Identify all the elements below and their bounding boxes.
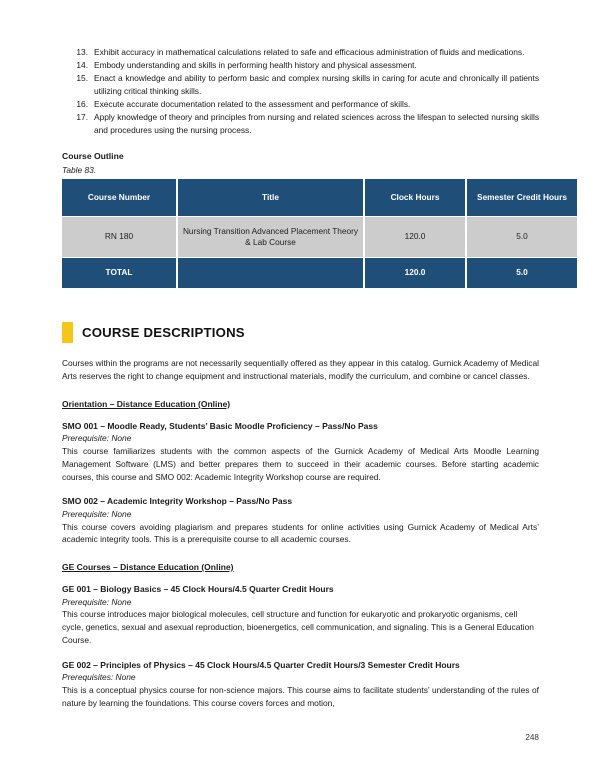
course-title: SMO 002 – Academic Integrity Workshop – Pass/No Pass bbox=[62, 496, 293, 507]
table-header bbox=[62, 179, 577, 217]
table-header-row bbox=[62, 179, 577, 217]
learning-outcomes-list bbox=[62, 46, 539, 136]
course-block-ge-001 bbox=[62, 583, 539, 647]
list-item: Execute accurate documentation related to the assessment and performance of skills. bbox=[94, 98, 411, 109]
table-total-row bbox=[62, 258, 577, 288]
course-block-ge-002 bbox=[62, 659, 539, 710]
group-heading-ge-courses: GE Courses – Distance Education (Online) bbox=[62, 562, 234, 573]
list-item: Embody understanding and skills in performing health history and physical assessment. bbox=[94, 60, 417, 71]
list-item: Enact a knowledge and ability to perform basic and complex nursing skills in caring for acute and chronically ill patients utilizing critical thinking skills. bbox=[94, 73, 539, 96]
page-content bbox=[62, 46, 567, 709]
cell-total-label: TOTAL bbox=[62, 258, 178, 288]
accent-bar-icon bbox=[62, 322, 73, 343]
course-description: This course familiarizes students with the common aspects of the Gurnick Academy of Medical Arts Moodle Learning Management Software (LMS) and better prepares them to succeed in their academic courses. Before starting academic courses, this course and SMO 002: Academic Integrity Workshop course are required. bbox=[62, 445, 539, 482]
column-header-semester-credit-hours: Semester Credit Hours bbox=[467, 179, 577, 217]
course-prerequisite: Prerequisite: None bbox=[62, 596, 132, 607]
course-title: GE 002 – Principles of Physics – 45 Clock Hours/4.5 Quarter Credit Hours/3 Semester Credit Hours bbox=[62, 659, 460, 670]
cell-total-semester-credit-hours: 5.0 bbox=[467, 258, 577, 288]
course-block-smo-001 bbox=[62, 420, 539, 484]
course-description: This course covers avoiding plagiarism and prepares students for online activities using Gurnick Academy of Medical Arts’ academic integrity tools. This is a prerequisite course to all academic courses. bbox=[62, 521, 539, 545]
cell-semester-credit-hours: 5.0 bbox=[467, 217, 577, 258]
list-item: Apply knowledge of theory and principles from nursing and related sciences across the lifespan to selected nursing skills and procedures using the nursing process. bbox=[94, 111, 539, 135]
page-title: COURSE DESCRIPTIONS bbox=[82, 325, 245, 341]
course-outline-heading: Course Outline bbox=[62, 151, 124, 162]
table-caption: Table 83. bbox=[62, 165, 97, 176]
table-body bbox=[62, 217, 577, 288]
cell-total-clock-hours: 120.0 bbox=[365, 258, 467, 288]
group-heading-orientation: Orientation – Distance Education (Online) bbox=[62, 398, 231, 409]
course-descriptions-banner bbox=[62, 322, 539, 343]
cell-course-number: RN 180 bbox=[62, 217, 178, 258]
column-header-course-number: Course Number bbox=[62, 179, 178, 217]
cell-clock-hours: 120.0 bbox=[365, 217, 467, 258]
course-block-smo-002 bbox=[62, 495, 539, 546]
course-descriptions-intro: Courses within the programs are not necessarily sequentially offered as they appear in this catalog. Gurnick Academy of Medical Arts reserves the right to change equipment and instructional materials, modify the curriculum, and combine or cancel classes. bbox=[62, 358, 539, 381]
column-header-clock-hours: Clock Hours bbox=[365, 179, 467, 217]
course-prerequisite: Prerequisites: None bbox=[62, 672, 136, 683]
course-prerequisite: Prerequisite: None bbox=[62, 508, 132, 519]
cell-title: Nursing Transition Advanced Placement Theory & Lab Course bbox=[178, 217, 365, 258]
column-header-title: Title bbox=[178, 179, 365, 217]
course-outline-table bbox=[62, 179, 577, 288]
list-item: Exhibit accuracy in mathematical calculations related to safe and efficacious administration of fluids and medications. bbox=[94, 47, 525, 57]
cell-total-title bbox=[178, 258, 365, 288]
course-title: GE 001 – Biology Basics – 45 Clock Hours/4.5 Quarter Credit Hours bbox=[62, 584, 334, 595]
course-description: This is a conceptual physics course for non-science majors. This course aims to facilitate students’ understanding of the rules of nature by learning the foundations. This course covers forces and motion, bbox=[62, 684, 539, 708]
page-number: 248 bbox=[525, 733, 539, 742]
course-prerequisite: Prerequisite: None bbox=[62, 433, 132, 444]
course-title: SMO 001 – Moodle Ready, Students’ Basic Moodle Proficiency – Pass/No Pass bbox=[62, 420, 378, 431]
course-description: This course introduces major biological molecules, cell structure and function for eukaryotic and prokaryotic organisms, cell cycle, genetics, sexual and asexual reproduction, bioenergetics, cell communication, and signaling. This is a General Education Course. bbox=[62, 609, 534, 645]
table-row bbox=[62, 217, 577, 258]
